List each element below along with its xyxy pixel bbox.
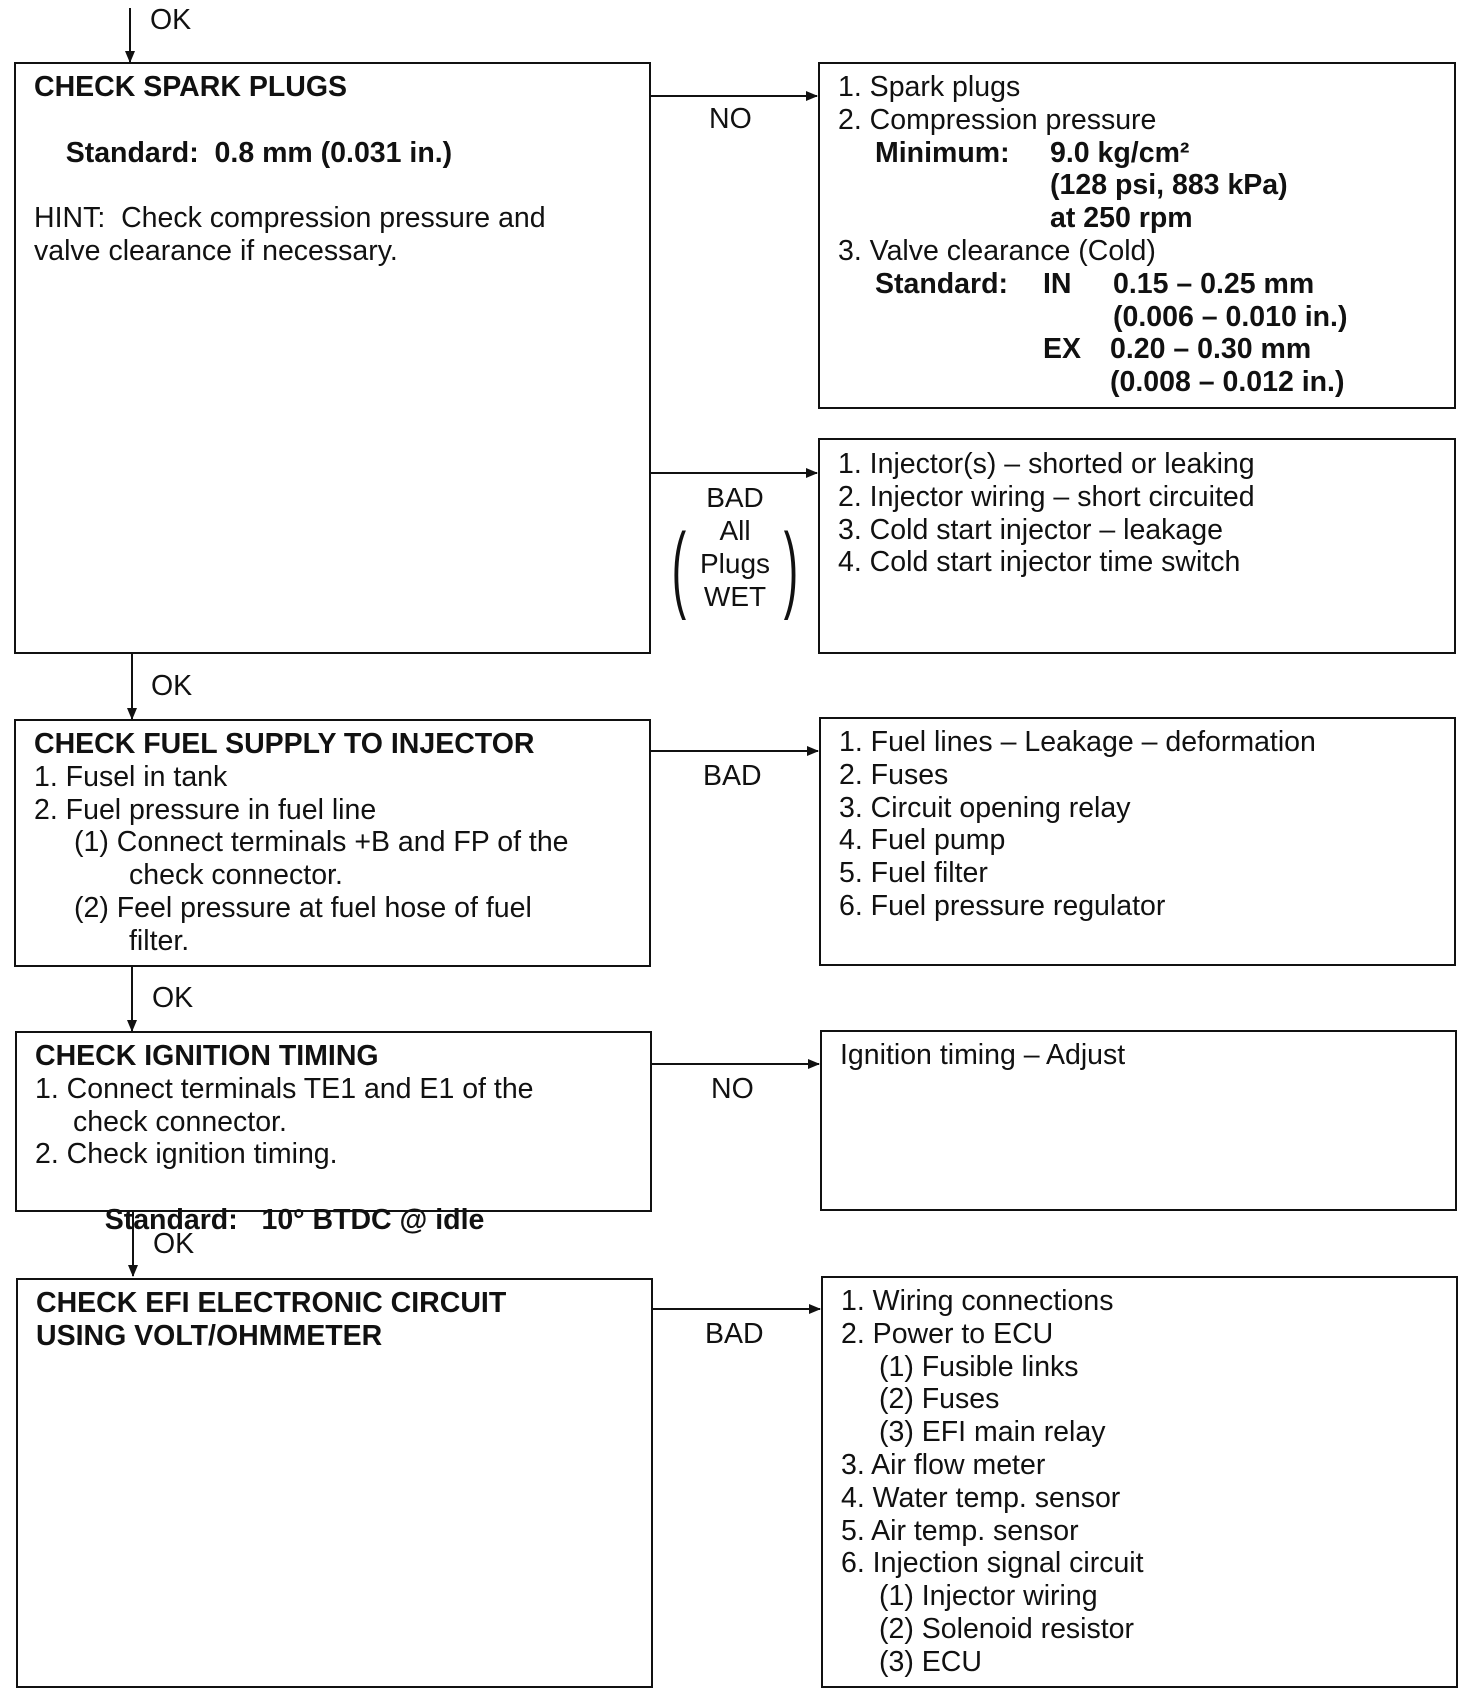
- label-no-ignition: NO: [711, 1073, 754, 1105]
- list-item: 4. Water temp. sensor: [841, 1481, 1121, 1514]
- list-item: 4. Fuel pump: [839, 824, 1006, 857]
- step-line: 1. Connect terminals TE1 and E1 of the: [35, 1072, 534, 1105]
- step-line: 2. Fuel pressure in fuel line: [34, 793, 377, 826]
- label-bad-all-plugs-wet: [665, 481, 805, 621]
- standard-label: Standard:: [104, 1203, 238, 1236]
- list-item: (1) Injector wiring: [879, 1580, 1098, 1613]
- list-item: (3) EFI main relay: [879, 1416, 1106, 1449]
- list-item: (3) ECU: [879, 1645, 982, 1678]
- standard-label: Standard:: [65, 136, 199, 169]
- list-item: (2) Solenoid resistor: [879, 1612, 1135, 1645]
- ignition-no-result-box: [820, 1030, 1457, 1211]
- standard-value: 0.8 mm (0.031 in.): [214, 136, 453, 169]
- spec-value: at 250 rpm: [1050, 202, 1193, 235]
- spark-bad-result-box: [818, 438, 1456, 654]
- spark-no-result-box: [818, 62, 1456, 409]
- hint-line: HINT: Check compression pressure and: [34, 202, 546, 235]
- valve-in-spec: [838, 268, 1436, 334]
- check-fuel-supply-box: [14, 719, 651, 967]
- left-parenthesis: (: [671, 514, 687, 621]
- spec-value: (128 psi, 883 kPa): [1050, 169, 1288, 202]
- spec-in-label: IN: [1043, 267, 1072, 300]
- label-wet-line: Plugs: [699, 548, 771, 579]
- step-line: 1. Fusel in tank: [34, 760, 228, 793]
- minimum-spec: [838, 137, 1436, 235]
- efi-bad-result-box: [821, 1276, 1458, 1688]
- check-efi-circuit-box: [16, 1278, 653, 1688]
- right-parenthesis: ): [783, 514, 799, 621]
- list-item: 3. Air flow meter: [841, 1448, 1046, 1481]
- spec-value: 0.15 – 0.25 mm: [1113, 267, 1315, 300]
- step-line: filter.: [129, 924, 190, 957]
- box-title: CHECK FUEL SUPPLY TO INJECTOR: [34, 728, 535, 760]
- standard-line: [34, 104, 631, 202]
- step-line: (1) Connect terminals +B and FP of the: [74, 826, 569, 859]
- standard-value: 10° BTDC @ idle: [261, 1203, 485, 1236]
- list-item: 3. Cold start injector – leakage: [838, 513, 1223, 546]
- check-spark-plugs-box: [14, 62, 651, 654]
- label-wet-line: All: [719, 515, 751, 546]
- list-item: (1) Fusible links: [879, 1350, 1079, 1383]
- box-title: CHECK SPARK PLUGS: [34, 71, 347, 103]
- label-bad-fuel: BAD: [703, 760, 762, 792]
- step-line: check connector.: [129, 859, 343, 892]
- check-ignition-timing-box: [15, 1031, 652, 1236]
- spec-value: (0.006 – 0.010 in.): [1113, 300, 1348, 333]
- spec-value: 0.20 – 0.30 mm: [1110, 333, 1312, 366]
- list-item: 2. Injector wiring – short circuited: [838, 480, 1255, 513]
- label-bad-efi: BAD: [705, 1318, 764, 1350]
- list-item: 3. Valve clearance (Cold): [838, 234, 1156, 267]
- spec-label: Minimum:: [875, 136, 1010, 169]
- list-item: 2. Compression pressure: [838, 103, 1157, 136]
- box-title: CHECK EFI ELECTRONIC CIRCUIT: [36, 1287, 507, 1319]
- spec-ex-label: EX: [1043, 333, 1082, 366]
- label-ok-spark: OK: [151, 670, 193, 702]
- step-line: (2) Feel pressure at fuel hose of fuel: [74, 891, 532, 924]
- box-title: USING VOLT/OHMMETER: [36, 1319, 383, 1352]
- step-line: 2. Check ignition timing.: [35, 1138, 338, 1171]
- spec-label: Standard:: [875, 267, 1009, 300]
- hint-line: valve clearance if necessary.: [34, 234, 398, 267]
- list-item: 6. Fuel pressure regulator: [839, 889, 1166, 922]
- list-item: 2. Fuses: [839, 758, 949, 791]
- list-item: 1. Spark plugs: [838, 71, 1021, 103]
- list-item: 2. Power to ECU: [841, 1317, 1054, 1350]
- list-item: 1. Fuel lines – Leakage – deformation: [839, 726, 1316, 758]
- standard-line: [35, 1171, 632, 1269]
- list-item: 4. Cold start injector time switch: [838, 546, 1241, 579]
- label-wet-line: WET: [703, 581, 767, 612]
- list-item: 6. Injection signal circuit: [841, 1547, 1144, 1580]
- label-ok-fuel: OK: [152, 982, 194, 1014]
- label-bad-wet: BAD: [706, 482, 764, 513]
- label-no-spark: NO: [709, 103, 752, 135]
- label-ok-ignition: OK: [153, 1228, 195, 1260]
- list-item: 1. Injector(s) – shorted or leaking: [838, 448, 1255, 480]
- list-item: (2) Fuses: [879, 1383, 1000, 1416]
- step-line: check connector.: [73, 1105, 287, 1138]
- label-ok-entry: OK: [150, 4, 192, 36]
- spec-value: (0.008 – 0.012 in.): [1110, 366, 1345, 399]
- list-item: 3. Circuit opening relay: [839, 791, 1131, 824]
- box-title: CHECK IGNITION TIMING: [35, 1040, 379, 1072]
- fuel-bad-result-box: [819, 717, 1456, 966]
- valve-ex-spec: [838, 333, 1436, 399]
- list-item: 5. Fuel filter: [839, 857, 988, 890]
- list-item: 1. Wiring connections: [841, 1285, 1114, 1317]
- list-item: 5. Air temp. sensor: [841, 1514, 1079, 1547]
- spec-value: 9.0 kg/cm²: [1050, 136, 1190, 169]
- result-text: Ignition timing – Adjust: [840, 1039, 1126, 1071]
